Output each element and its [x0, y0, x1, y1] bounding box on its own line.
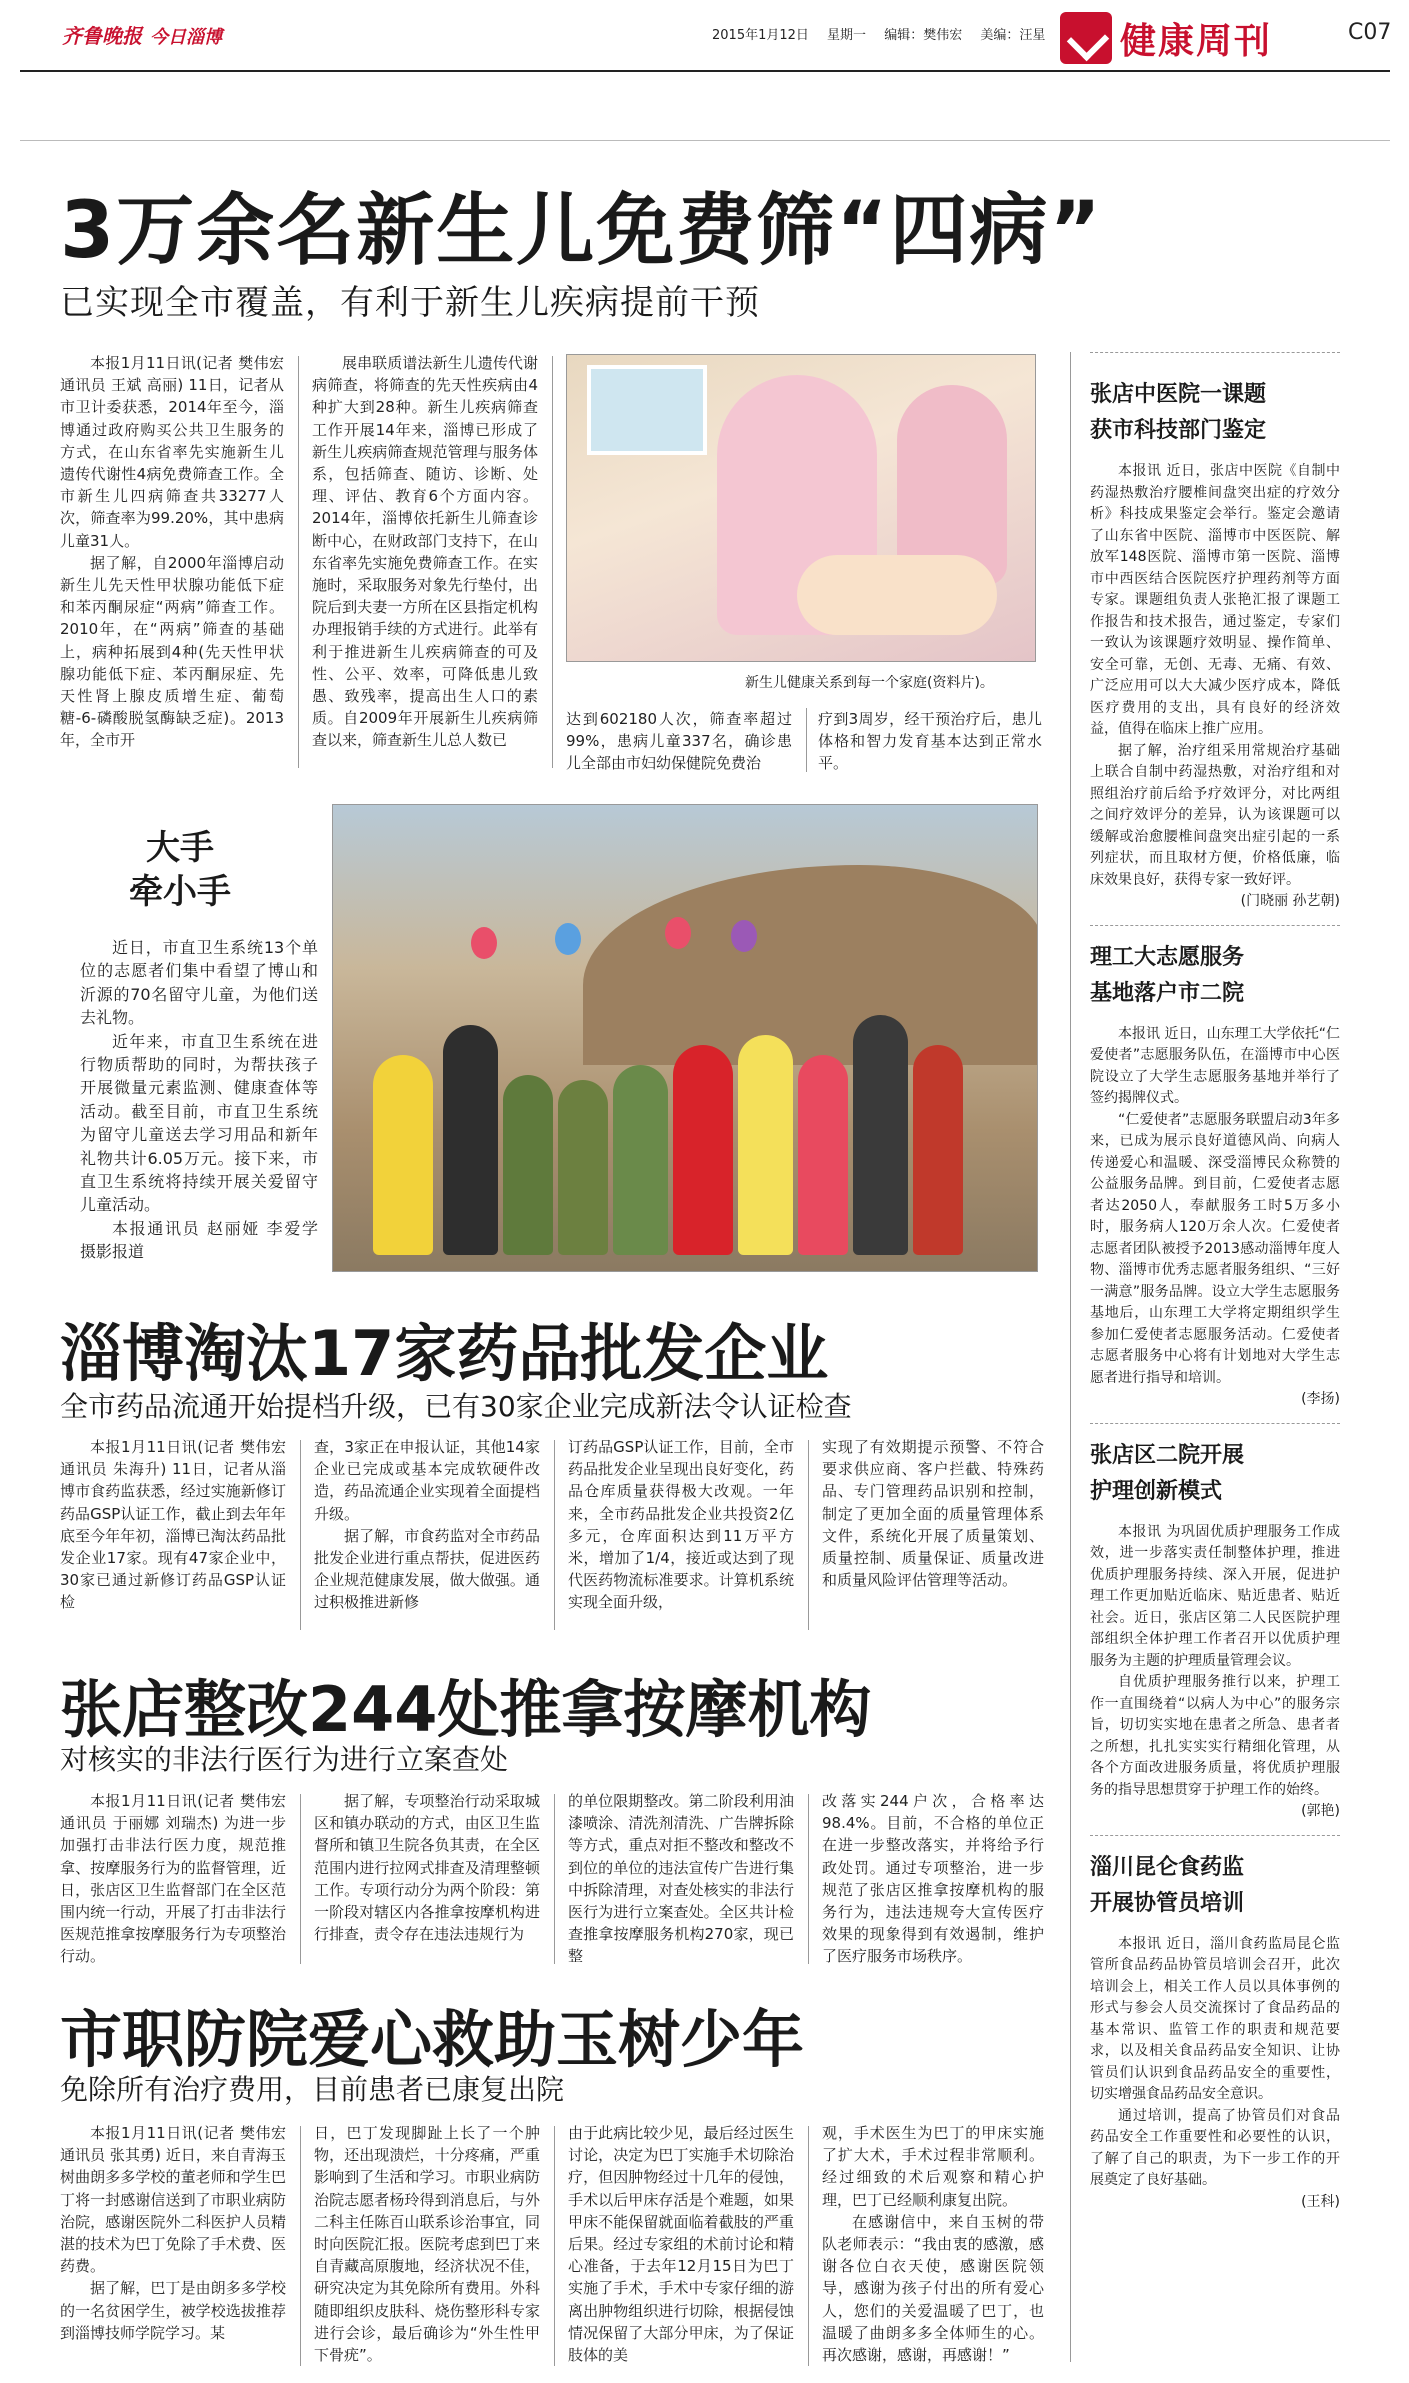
brief1-paragraph: 近日，市直卫生系统13个单位的志愿者们集中看望了博山和沂源的70名留守儿童，为他们送去礼物。 — [80, 938, 318, 1028]
sidebar-item-title — [1090, 1438, 1340, 1510]
sidebar-item — [1090, 1850, 1340, 2214]
sidebar-title-line: 淄川昆仑食药监 — [1090, 1854, 1245, 1880]
story4-column-1 — [60, 2122, 286, 2370]
brief1-title-line: 牵小手 — [129, 872, 231, 912]
column-divider — [300, 1794, 301, 1964]
column-divider — [300, 2126, 301, 2366]
story2-paragraph: 订药品GSP认证工作，目前，全市药品批发企业呈现出良好变化，药品仓库质量获得极大改观。一年来，全市药品批发企业共投资2亿多元，仓库面积达到11万平方米，增加了1/4，接近或达到了现代医药物流标准要求。计算机系统实现全面升级， — [568, 1438, 794, 1612]
photo-person — [558, 1080, 608, 1255]
section-brand — [1060, 10, 1340, 66]
sidebar-paragraph: 本报讯 为巩固优质护理服务工作成效，进一步落实责任制整体护理，推进优质护理服务持续、深入开展，促进护理工作更加贴近临床、贴近患者、贴近社会。近日，张店区第二人民医院护理部组织全体护理工作者召开以优质护理服务为主题的护理质量管理会议。 — [1090, 1523, 1340, 1669]
story3-subhead: 对核实的非法行医行为进行立案查处 — [60, 1743, 509, 1776]
header-rule-thin — [20, 140, 1390, 141]
column-divider — [808, 2126, 809, 2366]
brief1-body — [80, 936, 318, 1266]
sidebar-paragraph: 自优质护理服务推行以来，护理工作一直围绕着“以病人为中心”的服务宗旨，切切实实地在患者之所急、患者者之所想，扎扎实实实行精细化管理，从各个方面改进服务质量，将优质护理服务的指导思想贯穿于护理工作的始终。 — [1090, 1674, 1340, 1798]
story3-paragraph: 改落实244户次，合格率达98.4%。目前，不合格的单位正在进一步整改落实，并将给予行政处罚。通过专项整治，进一步规范了张店区推拿按摩机构的服务行为，违法违规夸大宣传医疗效果的现象得到有效遏制，维护了医疗服务市场秩序。 — [822, 1792, 1044, 1966]
story1-column-2 — [312, 352, 538, 776]
editor-credit: 编辑：樊伟宏 — [884, 28, 963, 43]
sidebar-paragraph: “仁爱使者”志愿服务联盟启动3年多来，已成为展示良好道德风尚、向病人传递爱心和温暖、深受淄博民众称赞的公益服务品牌。到目前，仁爱使者志愿者达2050人，奉献服务工时5万多小时，服务病人120万余人次。仁爱使者志愿者团队被授予2013感动淄博年度人物、淄博市优秀志愿者服务组织、“三好一满意”服务品牌。设立大学生志愿服务基地后，山东理工大学将定期组织学生参加仁爱使者志愿服务活动。仁爱使者志愿者服务中心将有计划地对大学生志愿者进行指导和培训。 — [1090, 1111, 1340, 1386]
sidebar-paragraph: 据了解，治疗组采用常规治疗基础上联合自制中药湿热敷，对治疗组和对照组治疗前后给予疗效评分，对比两组之间疗效评分的差异，认为该课题可以缓解或治愈腰椎间盘突出症引起的一系列症状，而且取材方便，价格低廉，临床效果良好，获得专家一致好评。 — [1090, 742, 1340, 888]
story4-column-3 — [568, 2122, 794, 2370]
story2-column-1 — [60, 1436, 286, 1636]
story4-column-2 — [314, 2122, 540, 2370]
story4-paragraph: 据了解，巴丁是由朗多多学校的一名贫困学生，被学校选拔推荐到淄博技师学院学习。某 — [60, 2279, 286, 2342]
photo-person — [673, 1045, 733, 1255]
column-divider — [808, 1794, 809, 1964]
column-divider — [808, 1440, 809, 1630]
sidebar-item — [1090, 377, 1340, 913]
story3-column-2 — [314, 1790, 540, 1970]
story4-headline: 市职防院爱心救助玉树少年 — [60, 2003, 805, 2076]
story1-paragraph: 本报1月11日讯(记者 樊伟宏 通讯员 王斌 高丽) 11日，记者从市卫计委获悉，2014年至今，淄博通过政府购买公共卫生服务的方式，在山东省率先实施新生儿遗传代谢性4病免费筛查工作。全市新生儿四病筛查共33277人次，筛查率为99.20%，其中患病儿童31人。 — [60, 354, 284, 550]
sidebar-item-body — [1090, 1024, 1340, 1411]
story2-paragraph: 本报1月11日讯(记者 樊伟宏 通讯员 朱海升) 11日，记者从淄博市食药监获悉，经过实施新修订药品GSP认证工作，截止到去年年底至今年年初，淄博已淘汰药品批发企业17家。现有47家企业中，30家已通过新修订药品GSP认证检 — [60, 1438, 286, 1612]
story2-headline: 淄博淘汰17家药品批发企业 — [60, 1317, 829, 1390]
masthead-meta — [712, 24, 1059, 43]
newborn-care-photo — [566, 354, 1036, 662]
photo-baby — [797, 555, 997, 635]
sidebar-paragraph: 本报讯 近日，张店中医院《自制中药湿热敷治疗腰椎间盘突出症的疗效分析》科技成果鉴定会举行。鉴定会邀请了山东省中医院、淄博市中医医院、解放军148医院、淄博市第一医院、淄博市中西医结合医院医疗护理药剂等方面专家。课题组负责人张艳汇报了课题工作报告和技术报告，通过鉴定，专家们一致认为该课题疗效明显、操作简单、安全可靠，无创、无毒、无痛、有效、广泛应用可以大大减少医疗成本，降低医疗费用的支出，具有良好的经济效益，值得在临床上推广应用。 — [1090, 463, 1340, 737]
sidebar-title-line: 理工大志愿服务 — [1090, 944, 1245, 970]
photo-person — [798, 1055, 848, 1255]
story1-paragraph: 疗到3周岁，经干预治疗后，患儿体格和智力发育基本达到正常水平。 — [818, 710, 1042, 773]
sidebar-dash — [1090, 1835, 1340, 1836]
sidebar — [1090, 352, 1340, 2372]
sidebar-title-line: 护理创新模式 — [1090, 1478, 1223, 1504]
brief1-paragraph: 近年来，市直卫生系统在进行物质帮助的同时，为帮扶孩子开展微量元素监测、健康查体等活动。截至目前，市直卫生系统为留守儿童送去学习用品和新年礼物共计6.05万元。接下来，市直卫生系统将持续开展关爱留守儿童活动。 — [80, 1031, 318, 1215]
story1-paragraph: 达到602180人次，筛查率超过99%，患病儿童337名，确诊患儿全部由市妇幼保健院免费治 — [566, 710, 792, 773]
sidebar-dash — [1090, 1423, 1340, 1424]
story1-column-4 — [818, 708, 1042, 778]
photo-person — [443, 1025, 498, 1255]
photo-caption: 新生儿健康关系到每一个家庭(资料片)。 — [745, 675, 994, 691]
volunteers-children-photo — [332, 804, 1038, 1272]
story2-paragraph: 实现了有效期提示预警、不符合要求供应商、客户拦截、特殊药品、专门管理药品识别和控制，制定了更加全面的质量管理体系文件，系统化开展了质量策划、质量控制、质量保证、质量改进和质量风险评估管理等活动。 — [822, 1438, 1044, 1590]
section-title: 健康周刊 — [1120, 20, 1273, 62]
story2-paragraph: 查，3家正在申报认证，其他14家企业已完成或基本完成软硬件改造，药品流通企业实现着全面提档升级。 — [314, 1438, 540, 1523]
story3-paragraph: 的单位限期整改。第二阶段利用油漆喷涂、清洗剂清洗、广告牌拆除等方式，重点对拒不整改和整改不到位的单位的违法宣传广告进行集中拆除清理，对查处核实的非法行医行为进行立案查处。全区共计检查推拿按摩服务机构270家，现已整 — [568, 1792, 794, 1966]
balloon-icon — [471, 927, 497, 959]
sidebar-paragraph: 通过培训，提高了协管员们对食品药品安全工作重要性和必要性的认识，了解了自己的职责，为下一步工作的开展奠定了良好基础。 — [1090, 2107, 1340, 2188]
brief1-title — [60, 826, 300, 914]
balloon-icon — [731, 920, 757, 952]
photo-person — [503, 1075, 553, 1255]
story4-paragraph: 由于此病比较少见，最后经过医生讨论，决定为巴丁实施手术切除治疗，但因肿物经过十几年的侵蚀，手术以后甲床存活是个难题，如果甲床不能保留就面临着截肢的严重后果。经过专家组的术前讨论和精心准备，于去年12月15日为巴丁实施了手术，手术中专家仔细的游离出肿物组织进行切除，根据侵蚀情况保留了大部分甲床，为了保证肢体的美 — [568, 2124, 794, 2365]
story2-column-3 — [568, 1436, 794, 1636]
sidebar-author: (门晓丽 孙艺朝) — [1240, 893, 1340, 909]
photo-group — [363, 955, 983, 1255]
edition-name: 今日淄博 — [150, 27, 222, 48]
sidebar-title-line: 开展协管员培训 — [1090, 1890, 1245, 1916]
story2-column-4 — [822, 1436, 1044, 1636]
column-divider — [554, 2126, 555, 2366]
sidebar-paragraph: 本报讯 近日，淄川食药监局昆仑监管所食品药品协管员培训会召开，此次培训会上，相关工作人员以具体事例的形式与参会人员交流探讨了食品药品的基本常识、监管工作的职责和规范要求，以及相关食品药品安全知识、让协管员们认识到食品药品安全的重要性，切实增强食品药品安全意识。 — [1090, 1935, 1340, 2102]
masthead-paper — [62, 20, 222, 49]
issue-date: 2015年1月12日 — [712, 28, 809, 43]
story3-paragraph: 本报1月11日讯(记者 樊伟宏 通讯员 于丽娜 刘瑞杰) 为进一步加强打击非法行医力度，规范推拿、按摩服务行为的监督管理，近日，张店区卫生监督部门在全区范围内统一行动，开展了打击非法行医规范推拿按摩服务行为专项整治行动。 — [60, 1792, 286, 1966]
sidebar-item — [1090, 1438, 1340, 1823]
story1-headline: 3万余名新生儿免费筛“四病” — [60, 186, 1103, 276]
story3-column-4 — [822, 1790, 1044, 1970]
column-divider — [300, 1440, 301, 1630]
sidebar-paragraph: 本报讯 近日，山东理工大学依托“仁爱使者”志愿服务队伍，在淄博市中心医院设立了大学生志愿服务基地并举行了签约揭牌仪式。 — [1090, 1025, 1340, 1106]
story4-paragraph: 本报1月11日讯(记者 樊伟宏 通讯员 张其勇) 近日，来自青海玉树曲朗多多学校的董老师和学生巴丁将一封感谢信送到了市职业病防治院，感谢医院外二科医护人员精湛的技术为巴丁免除了手术费、医药费。 — [60, 2124, 286, 2276]
story4-paragraph: 日，巴丁发现脚趾上长了一个肿物，还出现溃烂，十分疼痛，严重影响到了生活和学习。市职业病防治院志愿者杨玲得到消息后，与外二科主任陈百山联系诊治事宜，同时向医院汇报。医院考虑到巴丁来自青藏高原腹地，经济状况不佳，研究决定为其免除所有费用。外科随即组织皮肤科、烧伤整形科专家进行会诊，最后确诊为“外生性甲下骨疣”。 — [314, 2124, 540, 2365]
checkmark-logo-icon — [1060, 12, 1112, 64]
page-number: C07 — [1348, 20, 1392, 45]
sidebar-author: (李扬) — [1301, 1391, 1340, 1407]
designer-credit: 美编：汪星 — [980, 28, 1046, 43]
header-rule — [20, 70, 1390, 72]
sidebar-item-body — [1090, 1934, 1340, 2214]
story4-column-4 — [822, 2122, 1044, 2370]
sidebar-item-title — [1090, 940, 1340, 1012]
sidebar-item-body — [1090, 461, 1340, 913]
photo-window — [587, 365, 707, 455]
balloon-icon — [665, 917, 691, 949]
sidebar-title-line: 张店中医院一课题 — [1090, 382, 1267, 407]
sidebar-dash — [1090, 925, 1340, 926]
column-divider — [298, 356, 299, 768]
sidebar-title-line: 基地落户市二院 — [1090, 980, 1245, 1006]
sidebar-title-line: 获市科技部门鉴定 — [1090, 418, 1267, 443]
sidebar-author: (郭艳) — [1301, 1803, 1340, 1819]
story3-column-1 — [60, 1790, 286, 1970]
photo-person — [913, 1045, 963, 1255]
brief1-title-line: 大手 — [146, 828, 214, 868]
story3-headline: 张店整改244处推拿按摩机构 — [60, 1673, 872, 1746]
story1-paragraph: 展串联质谱法新生儿遗传代谢病筛查，将筛查的先天性疾病由4种扩大到28种。新生儿疾病筛查工作开展14年来，淄博已形成了新生儿疾病筛查规范管理与服务体系，包括筛查、随访、诊断、处理、评估、教育6个方面内容。2014年，淄博依托新生儿筛查诊断中心，在财政部门支持下，在山东省率先实施免费筛查工作。在实施时，采取服务对象先行垫付，出院后到夫妻一方所在区县指定机构办理报销手续的方式进行。此举有利于推进新生儿疾病筛查的可及性、公平、效率，可降低患儿致愚、致残率，提高出生人口的素质。自2009年开展新生儿疾病筛查以来，筛查新生儿总人数已 — [312, 354, 538, 750]
sidebar-item-title — [1090, 377, 1340, 449]
story2-paragraph: 据了解，市食药监对全市药品批发企业进行重点帮扶，促进医药企业规范健康发展，做大做强。通过积极推进新修 — [314, 1526, 540, 1612]
sidebar-title-line: 张店区二院开展 — [1090, 1442, 1245, 1468]
issue-weekday: 星期一 — [827, 28, 867, 43]
sidebar-item — [1090, 940, 1340, 1411]
sidebar-divider — [1070, 352, 1071, 2362]
photo-person — [853, 1015, 908, 1255]
balloon-icon — [555, 923, 581, 955]
story1-paragraph: 据了解，自2000年淄博启动新生儿先天性甲状腺功能低下症和苯丙酮尿症“两病”筛查工作。2010年，在“两病”筛查的基础上，病种拓展到4种(先天性甲状腺功能低下症、苯丙酮尿症、先天性肾上腺皮质增生症、葡萄糖-6-磷酸脱氢酶缺乏症)。2013年，全市开 — [60, 553, 284, 750]
sidebar-item-body — [1090, 1522, 1340, 1823]
story3-paragraph: 据了解，专项整治行动采取城区和镇办联动的方式，由区卫生监督所和镇卫生院各负其责，在全区范围内进行拉网式排查及清理整顿工作。专项行动分为两个阶段：第一阶段对辖区内各推拿按摩机构进行排查，责令存在违法违规行为 — [314, 1792, 540, 1944]
story2-subhead: 全市药品流通开始提档升级，已有30家企业完成新法令认证检查 — [60, 1390, 852, 1423]
story1-column-3 — [566, 708, 792, 778]
story1-column-1 — [60, 352, 284, 776]
photo-person — [613, 1065, 668, 1255]
paper-name: 齐鲁晚报 — [62, 24, 142, 48]
story4-paragraph: 观，手术医生为巴丁的甲床实施了扩大术，手术过程非常顺利。经过细致的术后观察和精心护理，巴丁已经顺利康复出院。 — [822, 2124, 1044, 2209]
sidebar-dash — [1090, 352, 1340, 353]
column-divider — [554, 1440, 555, 1630]
story4-subhead: 免除所有治疗费用，目前患者已康复出院 — [60, 2073, 565, 2106]
story3-column-3 — [568, 1790, 794, 1970]
photo-person — [373, 1055, 433, 1255]
story1-subhead: 已实现全市覆盖，有利于新生儿疾病提前干预 — [60, 283, 760, 323]
column-divider — [552, 356, 553, 768]
sidebar-author: (王科) — [1301, 2193, 1340, 2210]
story4-paragraph: 在感谢信中，来自玉树的带队老师表示：“我由衷的感激，感谢各位白衣天使，感谢医院领导，感谢为孩子付出的所有爱心人，您们的关爱温暖了巴丁，也温暖了曲朗多多全体师生的心。再次感谢，感谢，再感谢！” — [822, 2212, 1044, 2365]
column-divider — [554, 1794, 555, 1964]
column-divider — [806, 708, 807, 772]
sidebar-item-title — [1090, 1850, 1340, 1922]
brief1-byline: 本报通讯员 赵丽娅 李爱学 摄影报道 — [80, 1218, 318, 1262]
photo-person — [738, 1035, 793, 1255]
story2-column-2 — [314, 1436, 540, 1636]
